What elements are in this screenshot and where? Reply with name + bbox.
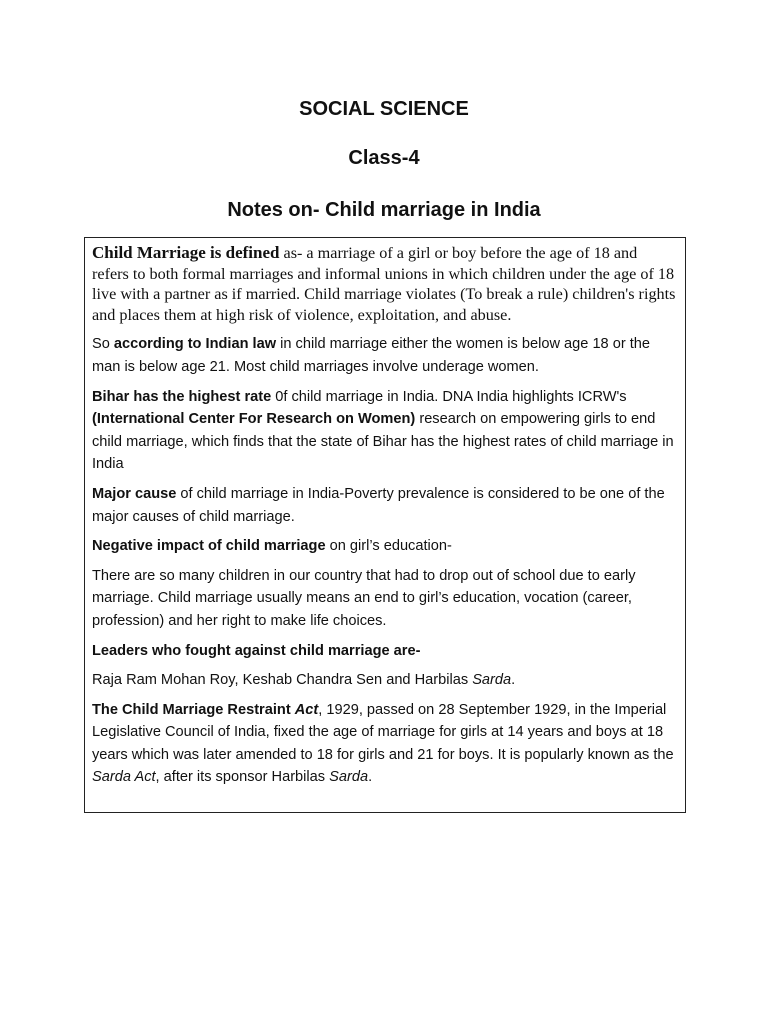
negative-impact-paragraph (92, 535, 678, 558)
indian-law-pre: So (92, 336, 114, 353)
definition-lead: Child Marriage is defined (92, 243, 280, 262)
bihar-text-2: research on empowering girls to end child marriage, which finds that the state of Bihar has the highest rates of child marriage in India (92, 411, 674, 473)
leaders-sarda: Sarda (472, 672, 512, 689)
education-paragraph: There are so many children in our country that had to drop out of school due to early marriage. Child marriage usually means an end to girl’s education, vocation (career, profession) and her right to make life choices. (92, 567, 636, 629)
major-cause-bold: Major cause (92, 485, 177, 502)
definition-paragraph (92, 243, 678, 325)
indian-law-bold: according to Indian law (113, 336, 277, 353)
restraint-act-bold-italic: Act (294, 701, 319, 718)
bihar-paragraph (92, 386, 678, 476)
class-heading: Class-4 (348, 147, 420, 169)
leaders-text: Raja Ram Mohan Roy, Keshab Chandra Sen and Harbilas (92, 672, 473, 689)
bihar-bold: Bihar has the highest rate (92, 388, 272, 405)
notes-box (84, 237, 686, 813)
restraint-act-bold: The Child Marriage Restraint (92, 701, 295, 718)
sarda-act-italic: Sarda Act (92, 769, 156, 786)
negative-impact-bold: Negative impact of child marriage (92, 538, 326, 555)
bihar-text-1: 0f child marriage in India. DNA India highlights ICRW's (271, 388, 627, 405)
icrw-bold: (International Center For Research on Women) (92, 411, 416, 428)
subject-heading: SOCIAL SCIENCE (299, 98, 469, 120)
notes-title: Notes on- Child marriage in India (227, 199, 541, 221)
negative-impact-text: on girl’s education- (325, 538, 452, 555)
indian-law-text: in child marriage either the women is below age 18 or the man is below age 21. Most child marriages involve underage women. (92, 336, 651, 375)
restraint-act-end: . (368, 769, 373, 786)
leaders-heading: Leaders who fought against child marriage are- (92, 642, 421, 659)
leaders-end: . (511, 672, 516, 689)
definition-text: as- a marriage of a girl or boy before the age of 18 and refers to both formal marriages and informal unions in which children under the age of 18 live with a partner as if married. Child marriage violates (To break a rule) children's rights and places them at high risk of violence, exploitation, and abuse. (92, 244, 676, 324)
restraint-act-paragraph (92, 699, 678, 789)
leaders-paragraph (92, 669, 678, 692)
major-cause-text: of child marriage in India-Poverty prevalence is considered to be one of the major causes of child marriage. (92, 485, 665, 525)
sarda-italic: Sarda (329, 769, 369, 786)
indian-law-paragraph (92, 333, 678, 378)
restraint-act-text-1: , 1929, passed on 28 September 1929, in the Imperial Legislative Council of India, fixed the age of marriage for girls at 14 years and boys at 18 years which was later amended to 18 for girls and 21 for boys. It is popularly known as the (92, 701, 674, 763)
major-cause-paragraph (92, 483, 678, 528)
restraint-act-text-2: , after its sponsor Harbilas (155, 769, 330, 786)
